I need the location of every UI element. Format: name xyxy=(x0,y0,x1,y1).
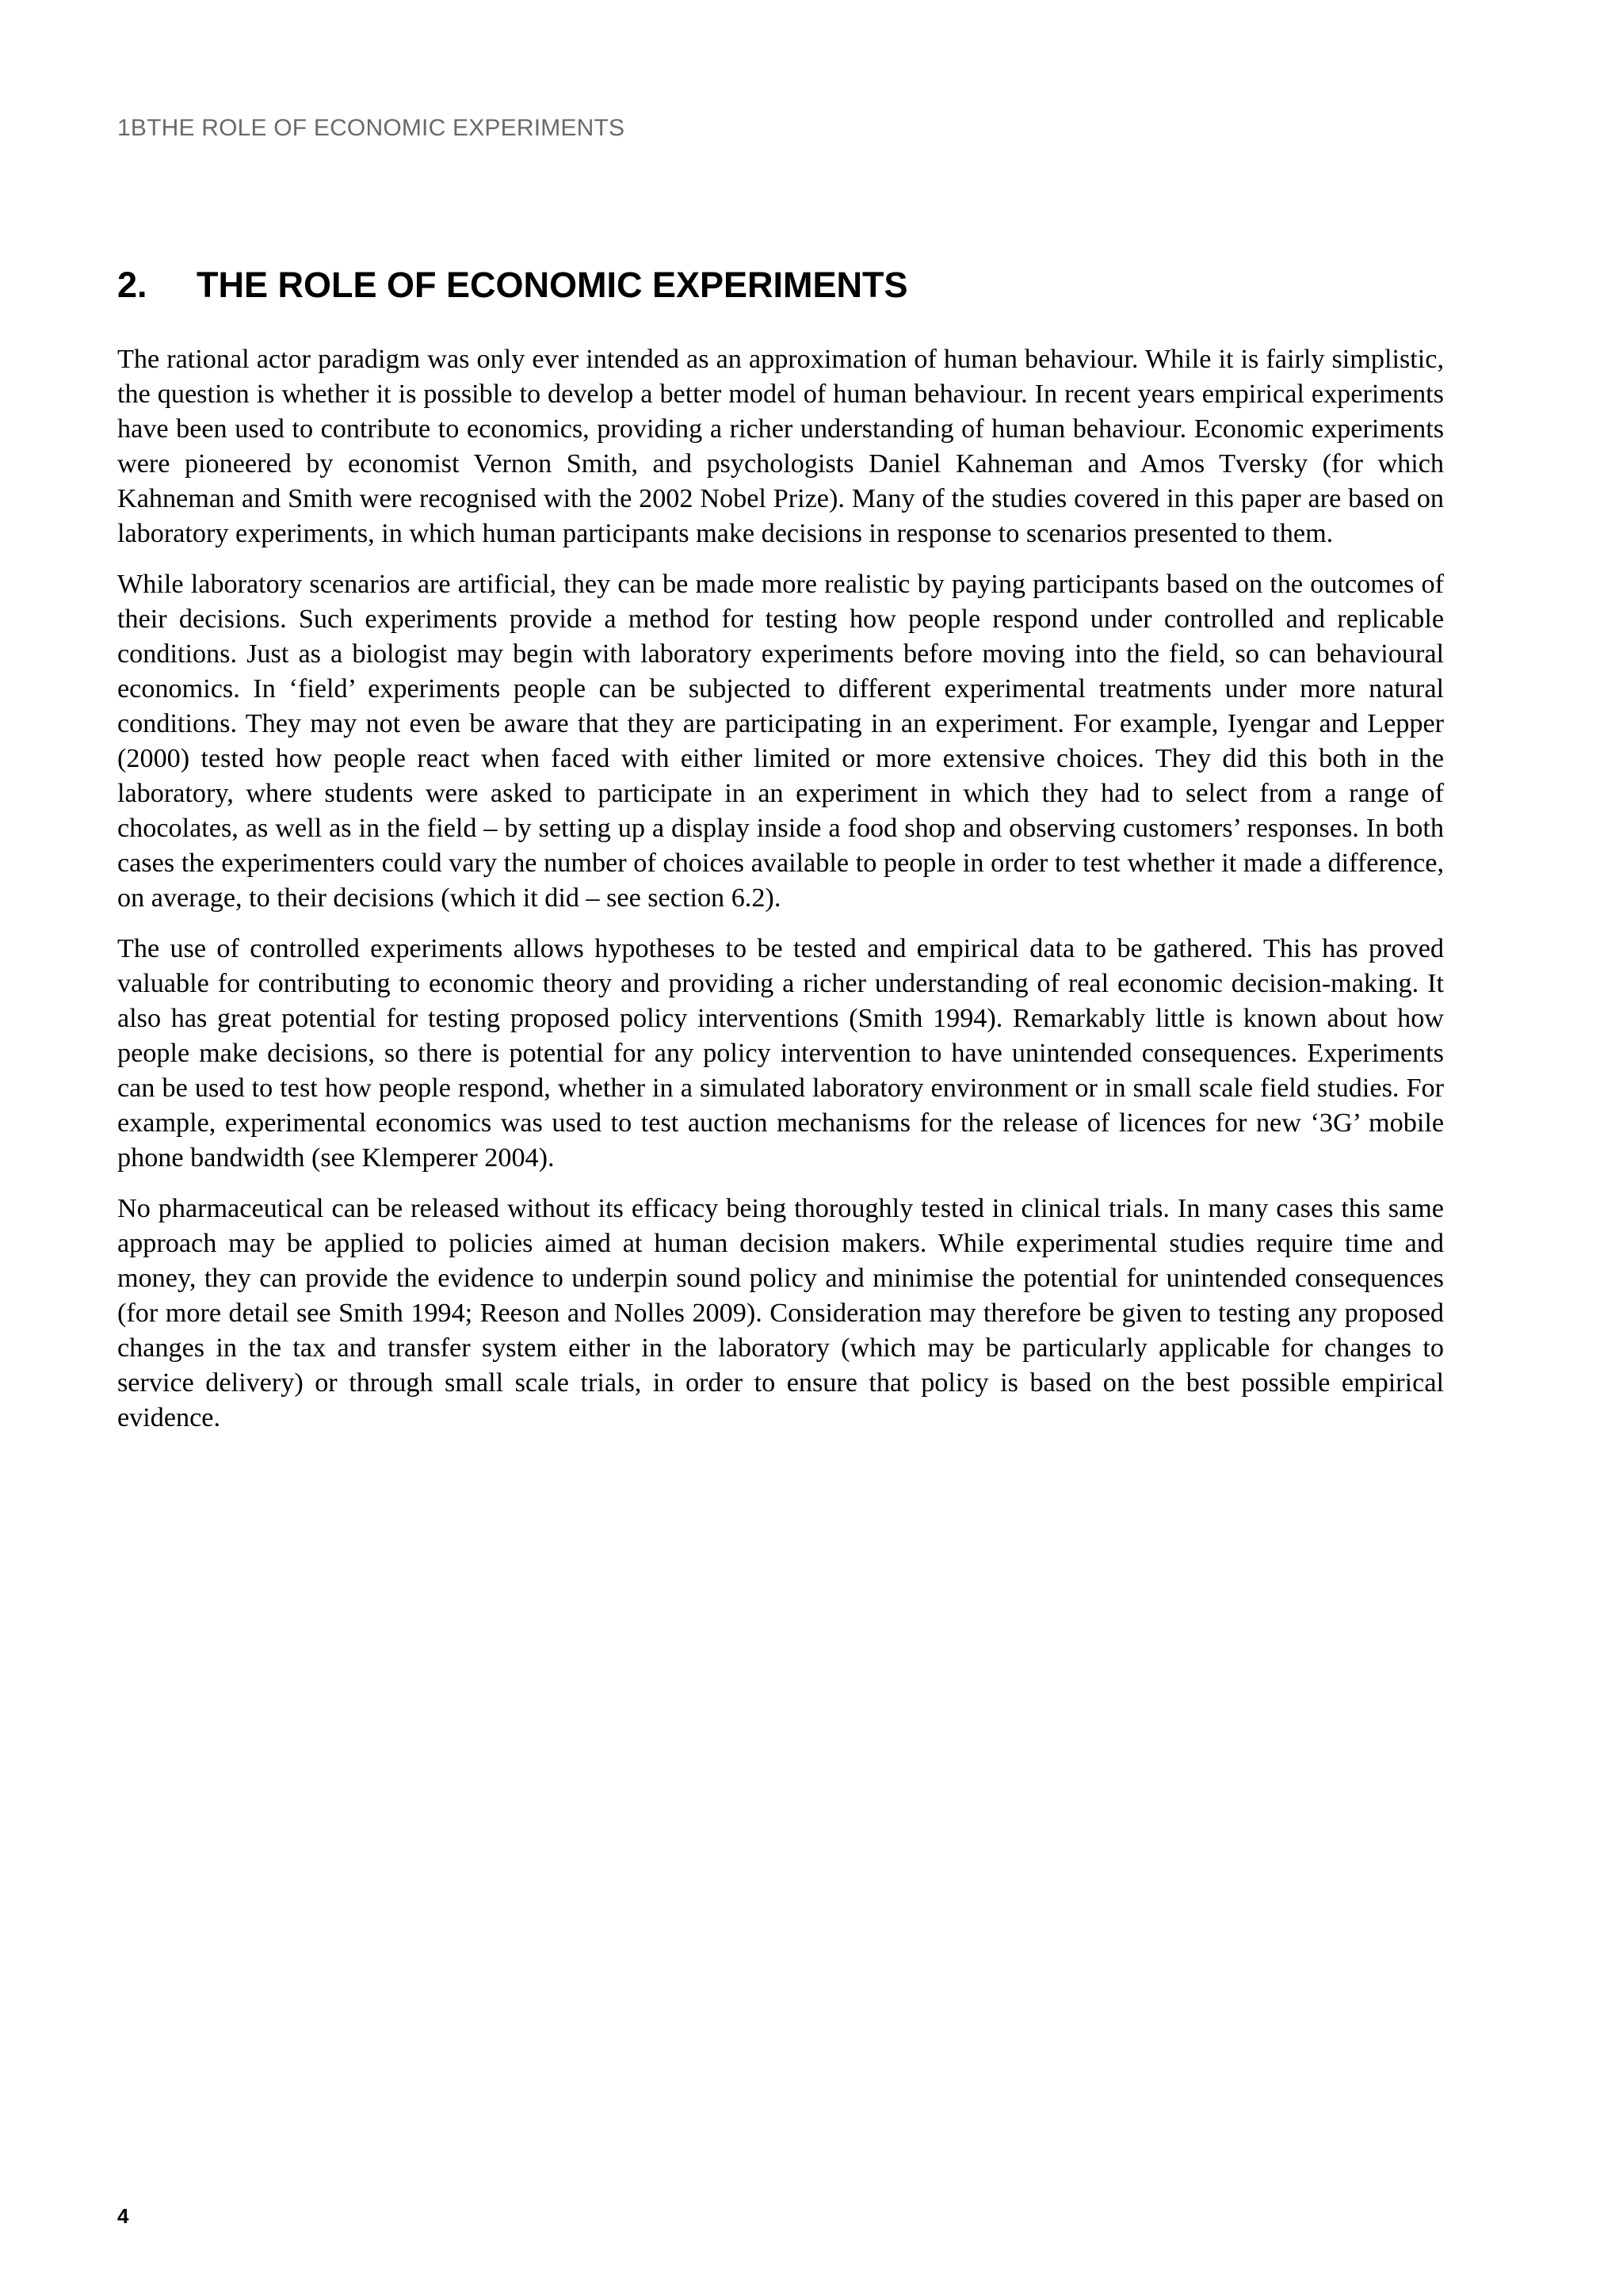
page-number: 4 xyxy=(117,2204,129,2228)
paragraph-4: No pharmaceutical can be released without its efficacy being thoroughly tested in clinical trials. In many cases this same approach may be applied to policies aimed at human decision makers. While experimental studies require time and money, they can provide the evidence to underpin sound policy and minimise the potential for unintended consequences (for more detail see Smith 1994; Reeson and Nolles 2009). Consideration may therefore be given to testing any proposed changes in the tax and transfer system either in the laboratory (which may be particularly applicable for changes to service delivery) or through small scale trials, in order to ensure that policy is based on the best possible empirical evidence. xyxy=(117,1194,1444,1432)
section-number: 2. xyxy=(117,265,147,305)
body-text xyxy=(117,342,1444,1451)
paragraph-3: The use of controlled experiments allows hypotheses to be tested and empirical data to be gathered. This has proved valuable for contributing to economic theory and providing a richer understanding of real economic decision-making. It also has great potential for testing proposed policy interventions (Smith 1994). Remarkably little is known about how people make decisions, so there is potential for any policy intervention to have unintended consequences. Experiments can be used to test how people respond, whether in a simulated laboratory environment or in small scale field studies. For example, experimental economics was used to test auction mechanisms for the release of licences for new ‘3G’ mobile phone bandwidth (see Klemperer 2004). xyxy=(117,934,1444,1173)
paragraph-2: While laboratory scenarios are artificial, they can be made more realistic by paying participants based on the outcomes of their decisions. Such experiments provide a method for testing how people respond under controlled and replicable conditions. Just as a biologist may begin with laboratory experiments before moving into the field, so can behavioural economics. In ‘field’ experiments people can be subjected to different experimental treatments under more natural conditions. They may not even be aware that they are participating in an experiment. For example, Iyengar and Lepper (2000) tested how people react when faced with either limited or more extensive choices. They did this both in the laboratory, where students were asked to participate in an experiment in which they had to select from a range of chocolates, as well as in the field – by setting up a display inside a food shop and observing customers’ responses. In both cases the experimenters could vary the number of choices available to people in order to test whether it made a difference, on average, to their decisions (which it did – see section 6.2). xyxy=(117,570,1444,913)
paragraph-1: The rational actor paradigm was only ever intended as an approximation of human behaviour. While it is fairly simplistic, the question is whether it is possible to develop a better model of human behaviour. In recent years empirical experiments have been used to contribute to economics, providing a richer understanding of human behaviour. Economic experiments were pioneered by economist Vernon Smith, and psychologists Daniel Kahneman and Amos Tversky (for which Kahneman and Smith were recognised with the 2002 Nobel Prize). Many of the studies covered in this paper are based on laboratory experiments, in which human participants make decisions in response to scenarios presented to them. xyxy=(117,345,1444,548)
section-heading xyxy=(117,265,908,306)
running-header: 1BTHE ROLE OF ECONOMIC EXPERIMENTS xyxy=(117,115,625,141)
section-title: THE ROLE OF ECONOMIC EXPERIMENTS xyxy=(197,265,908,305)
